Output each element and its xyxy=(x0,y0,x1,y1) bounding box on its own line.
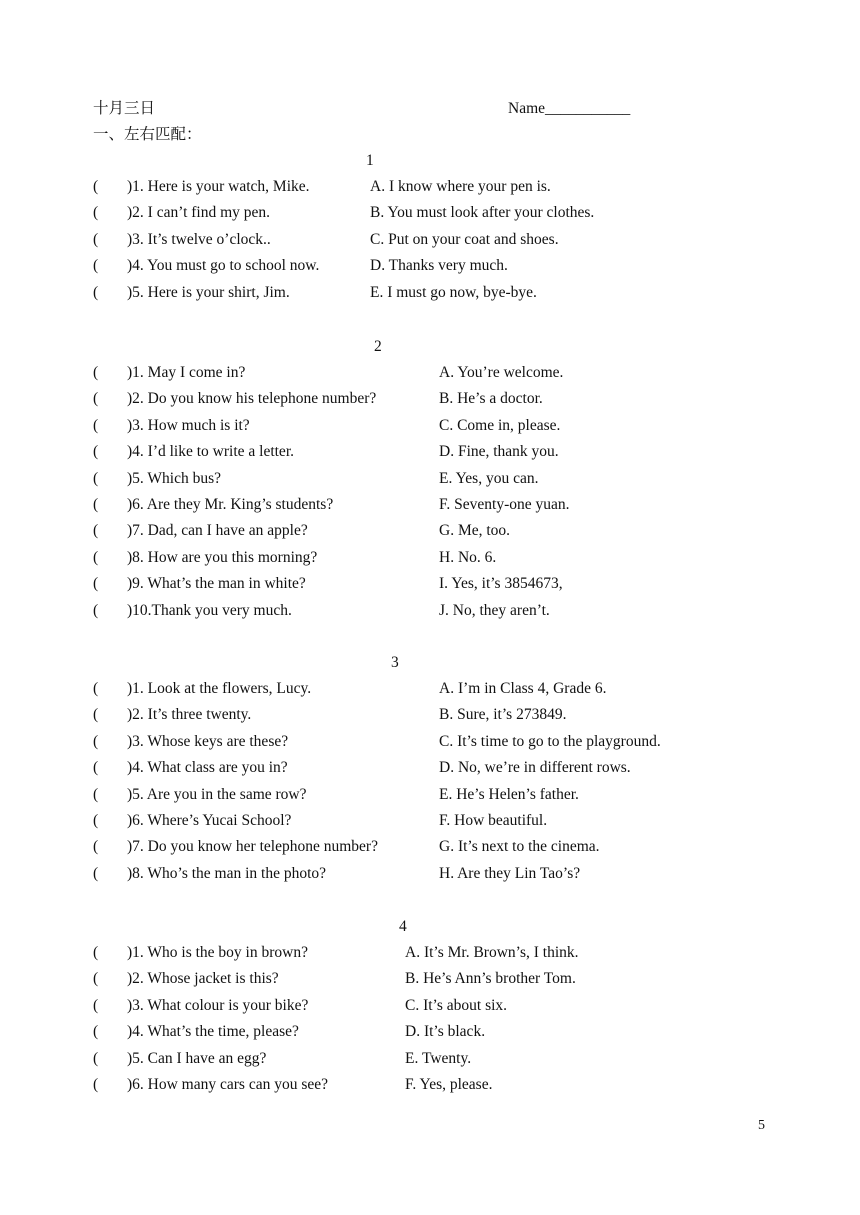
question-text: )8. How are you this morning? xyxy=(127,548,318,566)
matching-row xyxy=(0,786,860,812)
answer-blank[interactable]: ( xyxy=(93,575,99,593)
answer-blank[interactable]: ( xyxy=(93,944,99,961)
question-text: )1. Who is the boy in brown? xyxy=(127,944,308,961)
matching-row xyxy=(0,602,860,628)
answer-blank[interactable]: ( xyxy=(93,812,99,829)
answer-option: F. Yes, please. xyxy=(405,1076,493,1093)
matching-row xyxy=(0,417,860,443)
answer-option: D. Thanks very much. xyxy=(370,257,508,275)
matching-row xyxy=(0,970,860,996)
question-text: )4. You must go to school now. xyxy=(127,257,320,275)
question-text: )1. Here is your watch, Mike. xyxy=(127,178,310,195)
question-text: )4. What class are you in? xyxy=(127,759,288,777)
question-text: )6. Are they Mr. King’s students? xyxy=(127,496,334,513)
matching-row xyxy=(0,1023,860,1049)
matching-row xyxy=(0,1050,860,1076)
answer-option: A. I know where your pen is. xyxy=(370,178,551,195)
matching-row xyxy=(0,838,860,864)
question-text: )4. What’s the time, please? xyxy=(127,1023,299,1041)
question-text: )2. Do you know his telephone number? xyxy=(127,390,377,408)
answer-option: C. It’s about six. xyxy=(405,996,508,1014)
answer-blank[interactable]: ( xyxy=(93,443,99,461)
question-text: )2. It’s three twenty. xyxy=(127,706,252,724)
answer-blank[interactable]: ( xyxy=(93,1023,99,1041)
matching-row xyxy=(0,865,860,891)
answer-blank[interactable]: ( xyxy=(93,522,99,540)
answer-blank[interactable]: ( xyxy=(93,283,99,301)
answer-blank[interactable]: ( xyxy=(93,1049,99,1067)
matching-row xyxy=(0,733,860,759)
answer-blank[interactable]: ( xyxy=(93,785,99,803)
answer-option: F. How beautiful. xyxy=(439,812,548,829)
answer-blank[interactable]: ( xyxy=(93,838,99,856)
matching-row xyxy=(0,390,860,416)
question-text: )4. I’d like to write a letter. xyxy=(127,443,294,461)
answer-option: A. I’m in Class 4, Grade 6. xyxy=(439,680,607,697)
answer-blank[interactable]: ( xyxy=(93,230,99,248)
section-number: 2 xyxy=(374,338,382,355)
answer-option: E. I must go now, bye-bye. xyxy=(370,283,537,301)
answer-option: B. You must look after your clothes. xyxy=(370,204,595,222)
matching-row xyxy=(0,549,860,575)
answer-option: B. He’s Ann’s brother Tom. xyxy=(405,970,576,988)
question-text: )3. It’s twelve o’clock.. xyxy=(127,230,271,248)
page-number: 5 xyxy=(758,1118,765,1133)
answer-blank[interactable]: ( xyxy=(93,1076,99,1093)
matching-row xyxy=(0,470,860,496)
matching-row xyxy=(0,522,860,548)
answer-option: A. You’re welcome. xyxy=(439,364,564,381)
matching-row xyxy=(0,944,860,970)
answer-option: D. Fine, thank you. xyxy=(439,443,559,461)
question-text: )2. Whose jacket is this? xyxy=(127,970,279,988)
answer-blank[interactable]: ( xyxy=(93,680,99,697)
question-text: )7. Do you know her telephone number? xyxy=(127,838,378,856)
section-number: 4 xyxy=(399,918,407,935)
question-text: )3. What colour is your bike? xyxy=(127,996,309,1014)
name-field-label: Name___________ xyxy=(508,100,631,117)
matching-row xyxy=(0,706,860,732)
answer-option: E. He’s Helen’s father. xyxy=(439,785,579,803)
answer-blank[interactable]: ( xyxy=(93,970,99,988)
answer-blank[interactable]: ( xyxy=(93,548,99,566)
answer-blank[interactable]: ( xyxy=(93,364,99,381)
question-text: )7. Dad, can I have an apple? xyxy=(127,522,308,540)
answer-option: J. No, they aren’t. xyxy=(439,601,550,619)
question-text: )3. How much is it? xyxy=(127,416,250,434)
matching-row xyxy=(0,575,860,601)
answer-blank[interactable]: ( xyxy=(93,390,99,408)
question-text: )10.Thank you very much. xyxy=(127,601,292,619)
answer-blank[interactable]: ( xyxy=(93,496,99,513)
section-number: 3 xyxy=(391,654,399,671)
question-text: )9. What’s the man in white? xyxy=(127,575,306,593)
answer-blank[interactable]: ( xyxy=(93,204,99,222)
answer-option: D. No, we’re in different rows. xyxy=(439,759,631,777)
matching-row xyxy=(0,204,860,230)
question-text: )1. May I come in? xyxy=(127,364,246,381)
answer-option: E. Yes, you can. xyxy=(439,469,539,487)
question-text: )5. Which bus? xyxy=(127,469,221,487)
answer-blank[interactable]: ( xyxy=(93,706,99,724)
answer-option: F. Seventy-one yuan. xyxy=(439,496,570,513)
answer-blank[interactable]: ( xyxy=(93,996,99,1014)
question-text: )2. I can’t find my pen. xyxy=(127,204,271,222)
answer-blank[interactable]: ( xyxy=(93,864,99,882)
answer-blank[interactable]: ( xyxy=(93,469,99,487)
question-text: )6. How many cars can you see? xyxy=(127,1076,328,1093)
question-text: )5. Can I have an egg? xyxy=(127,1049,267,1067)
section-number: 1 xyxy=(366,152,374,169)
matching-row xyxy=(0,178,860,204)
answer-blank[interactable]: ( xyxy=(93,416,99,434)
answer-blank[interactable]: ( xyxy=(93,257,99,275)
question-text: )1. Look at the flowers, Lucy. xyxy=(127,680,312,697)
answer-option: D. It’s black. xyxy=(405,1023,486,1041)
answer-option: A. It’s Mr. Brown’s, I think. xyxy=(405,944,579,961)
matching-row xyxy=(0,443,860,469)
matching-row xyxy=(0,231,860,257)
matching-row xyxy=(0,364,860,390)
question-text: )6. Where’s Yucai School? xyxy=(127,812,292,829)
answer-blank[interactable]: ( xyxy=(93,178,99,195)
answer-option: C. It’s time to go to the playground. xyxy=(439,732,661,750)
answer-option: G. Me, too. xyxy=(439,522,511,540)
instruction-heading: 一、左右匹配： xyxy=(93,126,202,143)
answer-option: C. Come in, please. xyxy=(439,416,561,434)
matching-row xyxy=(0,812,860,838)
answer-blank[interactable]: ( xyxy=(93,601,99,619)
answer-blank[interactable]: ( xyxy=(93,759,99,777)
answer-option: H. No. 6. xyxy=(439,548,497,566)
answer-blank[interactable]: ( xyxy=(93,732,99,750)
matching-row xyxy=(0,759,860,785)
matching-row xyxy=(0,997,860,1023)
question-text: )8. Who’s the man in the photo? xyxy=(127,864,327,882)
matching-row xyxy=(0,257,860,283)
matching-row xyxy=(0,284,860,310)
question-text: )3. Whose keys are these? xyxy=(127,732,289,750)
question-text: )5. Here is your shirt, Jim. xyxy=(127,283,290,301)
question-text: )5. Are you in the same row? xyxy=(127,785,307,803)
matching-row xyxy=(0,1076,860,1102)
date-header: 十月三日 xyxy=(93,100,156,117)
answer-option: H. Are they Lin Tao’s? xyxy=(439,864,581,882)
answer-option: I. Yes, it’s 3854673, xyxy=(439,575,563,593)
matching-row xyxy=(0,680,860,706)
answer-option: G. It’s next to the cinema. xyxy=(439,838,600,856)
answer-option: B. Sure, it’s 273849. xyxy=(439,706,567,724)
answer-option: E. Twenty. xyxy=(405,1049,472,1067)
answer-option: C. Put on your coat and shoes. xyxy=(370,230,559,248)
matching-row xyxy=(0,496,860,522)
answer-option: B. He’s a doctor. xyxy=(439,390,543,408)
